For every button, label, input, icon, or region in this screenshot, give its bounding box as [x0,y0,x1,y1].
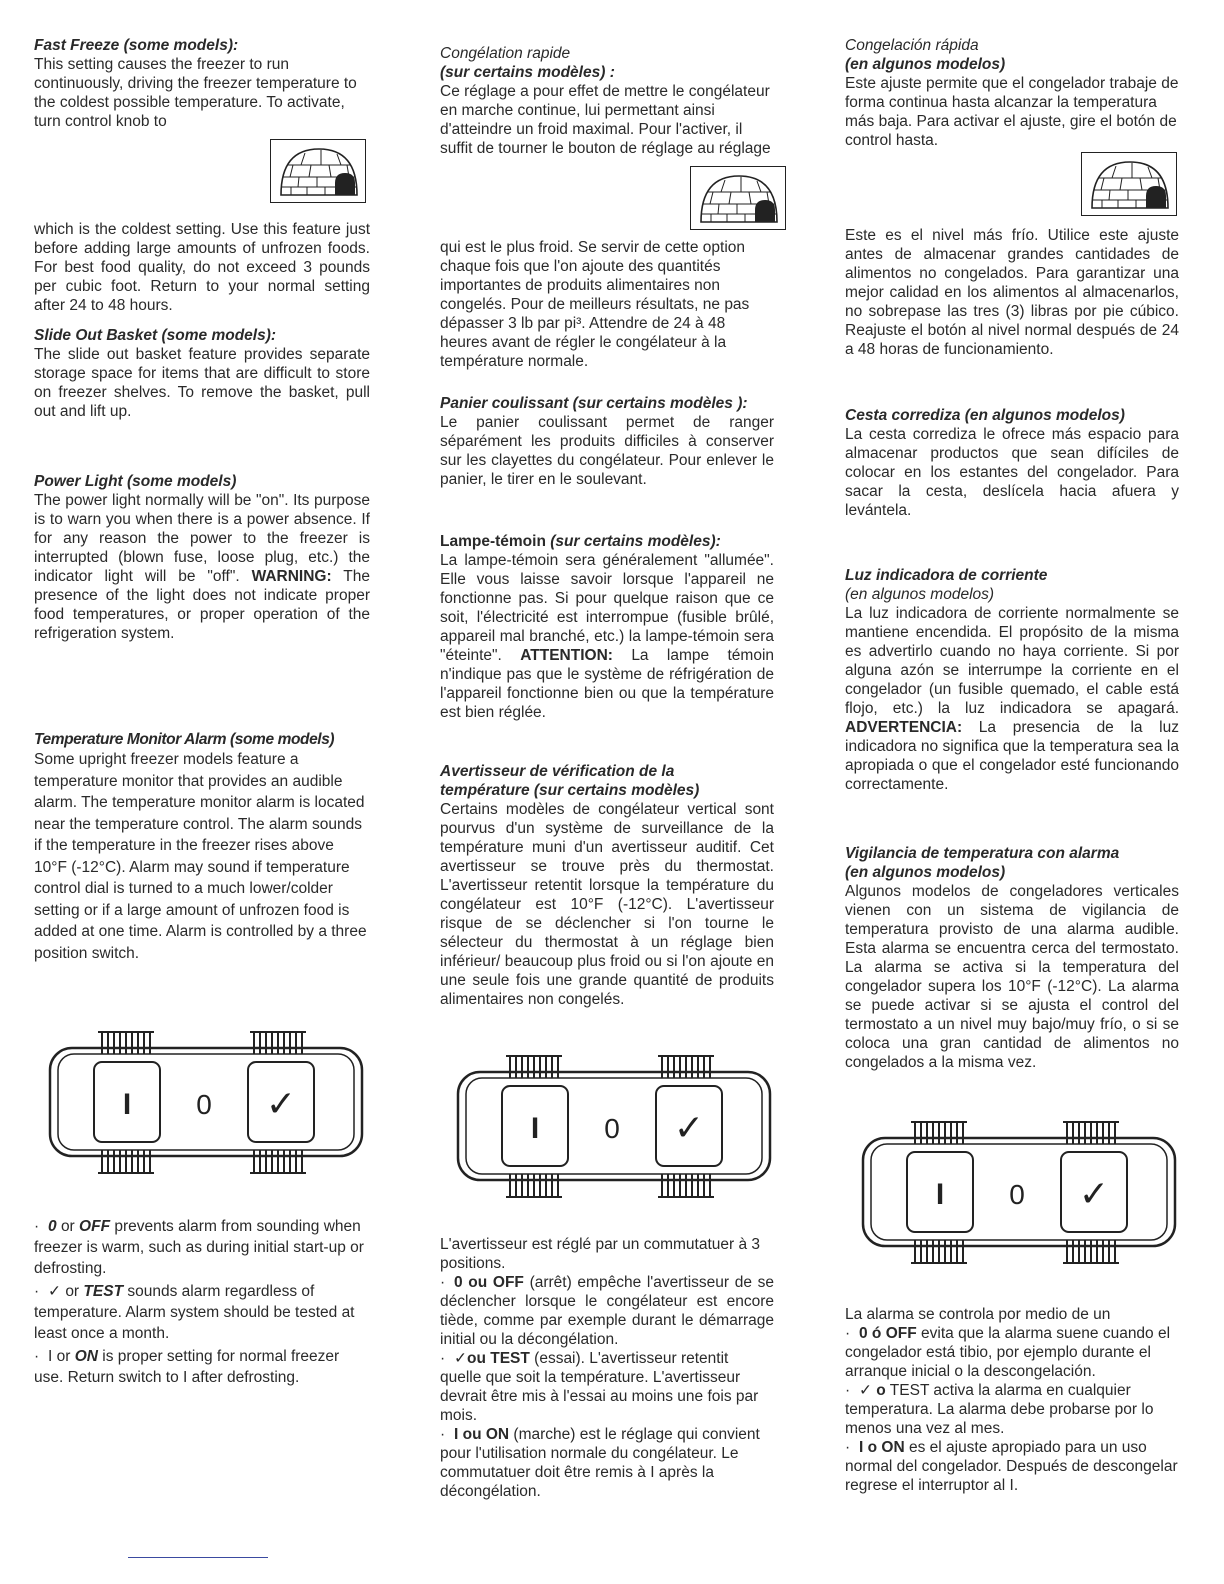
alarm-text: Some upright freezer models feature a temperature monitor that provides an audible alarm. The temperature monitor alarm is located near the temperature control. The alarm sounds if the temperature in the freezer rises above 10°F (-12°C). Alarm may sound if temperature control dial is turned to a much lower/colder setting or if a large amount of unfrozen food is added at one time. Alarm is controlled by a three position switch. [34,751,367,962]
heading-es-power-light-1: Luz indicadora de corriente [845,567,1048,584]
switch-label-off: 0 [196,1089,212,1120]
switch-label-on: I [530,1112,540,1145]
heading-fr-alarm-2: température (sur certains modèles) [440,782,700,799]
section-fr-fast-freeze-cont [440,238,774,371]
es-bullet-off: · 0 ó OFF evita que la alarma suene cuando el congelador está tibio, por ejemplo durante el arranque inicial o la descongelación. [845,1325,1171,1380]
heading-es-basket: Cesta corrediza (en algunos modelos) [845,407,1125,424]
heading-fr-power-light: Lampe-témoin (sur certains modèles): [440,533,721,550]
heading-basket: Slide Out Basket (some models): [34,327,277,344]
basket-text: The slide out basket feature provides separate storage space for items that are difficult to store on freezer shelves. To remove the basket, pull out and lift up. [34,346,370,420]
heading-fr-basket: Panier coulissant (sur certains modèles ): [440,395,748,412]
section-fr-fast-freeze [440,44,774,158]
heading-es-fast-freeze-2: (en algunos modelos) [845,56,1006,73]
fr-basket-text: Le panier coulissant permet de ranger séparément les produits difficiles à conserver sur les clayettes du congélateur. Pour enlever le panier, le tirer en le soulevant. [440,414,774,488]
es-basket-text: La cesta corrediza le ofrece más espacio para almacenar productos que sean difíciles de colocar en los estantes del congelador. Para sacar la cesta, deslícela hacia afuera y levántela. [845,426,1179,519]
es-fast-freeze-text: Este ajuste permite que el congelador trabaje de forma continua hasta alcanzar la temperatura más baja. Para activar el ajuste, gire el botón de control hasta. [845,75,1179,149]
switch-label-off: 0 [604,1113,620,1144]
bullet-on: · I or ON is proper setting for normal freezer use. Return switch to I after defrosting. [34,1348,340,1386]
footer-rule [128,1557,268,1558]
es-switch-intro: La alarma se controla por medio de un [845,1306,1111,1323]
fast-freeze-text: This setting causes the freezer to run continuously, driving the freezer temperature to the coldest possible temperature. To activate, turn control knob to [34,56,357,130]
bullet-test: · ✓ or TEST sounds alarm regardless of temperature. Alarm system should be tested at least once a month. [34,1283,355,1342]
fr-power-light-text: La lampe-témoin sera généralement "allumée". Elle vous laisse savoir lorsque l'appareil ne fonctionne pas. Si pour quelque raison que ce soit, l'électricité est interrompue (fusible brûlé, appareil mal branché, etc.) la lampe-témoin sera "éteinte". ATTENTION: La lampe témoin n'indique pas que le système de réfrigération de l'appareil fonctionne bien ou que la température est bien réglée. [440,552,775,721]
heading-es-alarm-1: Vigilancia de temperatura con alarma [845,845,1120,862]
section-fast-freeze-cont [34,220,370,315]
es-power-light-text: La luz indicadora de corriente normalmente se mantiene encendida. El propósito de la misma es advertirlo cuando no haya corriente. Si por alguna azón se interrumpe la corriente en el congelador (un fusible quemado, el cable está flojo, etc.) la luz indicadora se apagará. ADVERTENCIA: La presencia de la luz indicadora no significa que la temperatura sea la apropiada o que el congelador esté funcionando correctamente. [845,605,1180,793]
heading-es-power-light-2: (en algunos modelos) [845,586,995,603]
fr-bullet-on: · I ou ON (marche) est le réglage qui convient pour l'utilisation normale du congélateur. Le commutatuer doit être remis à I après la décongélation. [440,1426,760,1500]
section-fr-basket [440,394,774,489]
section-es-fast-freeze-cont [845,226,1179,359]
section-es-bullets [845,1305,1179,1495]
igloo-icon [1081,152,1177,216]
section-es-basket [845,406,1179,520]
fr-switch-intro: L'avertisseur est réglé par un commutatuer à 3 positions. [440,1236,761,1272]
switch-label-test: ✓ [265,1084,297,1125]
alarm-switch-diagram [859,1120,1179,1270]
fr-bullet-test: · ✓ou TEST (essai). L'avertisseur retentit quelle que soit la température. L'avertisseur devrait être mis à l'essai au moins une fois par mois. [440,1350,759,1424]
es-fast-freeze-text-2: Este es el nivel más frío. Utilice este ajuste antes de almacenar grandes cantidades de alimentos no congelados. Para garantizar una mejor calidad en los alimentos al almacenarlos, no sobrepase las tres (3) libras por pie cúbico. Reajuste el botón al nivel normal después de 24 a 48 horas de funcionamiento. [845,227,1179,358]
switch-label-off: 0 [1009,1179,1025,1210]
heading-fast-freeze: Fast Freeze (some models): [34,37,239,54]
section-bullets [34,1216,370,1388]
fr-fast-freeze-text: Ce réglage a pour effet de mettre le congélateur en marche continue, lui permettant ainsi d'atteindre un froid maximal. Pour l'activer, il suffit de tourner le bouton de réglage au réglage [440,83,771,157]
switch-label-test: ✓ [1078,1174,1110,1215]
igloo-icon [270,139,366,203]
heading-es-fast-freeze-1: Congelación rápida [845,37,979,54]
es-bullet-on: · I o ON es el ajuste apropiado para un uso normal del congelador. Después de descongelar regrese el interruptor al I. [845,1439,1178,1494]
switch-label-on: I [122,1088,132,1121]
fast-freeze-text-2: which is the coldest setting. Use this feature just before adding large amounts of unfrozen foods. For best food quality, do not exceed 3 pounds per cubic foot. Return to your normal setting after 24 to 48 hours. [34,221,370,314]
fr-bullet-off: · 0 ou OFF (arrêt) empêche l'avertisseur de se déclencher lorsque le congélateur est encore tiède, comme par exemple durant le démarrage initial ou la décongélation. [440,1274,774,1348]
heading-fr-alarm-1: Avertisseur de vérification de la [440,763,675,780]
section-es-alarm [845,844,1179,1072]
igloo-icon [690,166,786,230]
heading-es-alarm-2: (en algunos modelos) [845,864,1006,881]
power-light-text: The power light normally will be "on". Its purpose is to warn you when there is a power absence. If for any reason the power to the freezer is interrupted (blown fuse, loose plug, etc.) the indicator light will be "off". WARNING: The presence of the light does not indicate proper food temperatures, or proper operation of the refrigeration system. [34,492,370,642]
section-alarm [34,730,370,964]
heading-fr-fast-freeze-1: Congélation rapide [440,45,571,62]
bullet-off: · 0 or OFF prevents alarm from sounding when freezer is warm, such as during initial start-up or defrosting. [34,1218,364,1277]
section-es-fast-freeze [845,36,1179,150]
section-fast-freeze [34,36,370,131]
fr-alarm-text: Certains modèles de congélateur vertical sont pourvus d'un système de surveillance de la température muni d'un avertisseur auditif. Cet avertisseur se trouve près du thermostat. L'avertisseur retentit lorsque la température du congélateur est 10°F (-12°C). L'avertisseur risque de se déclencher si l'on tourne le sélecteur du thermostat à un réglage bien inférieur/ beaucoup plus froid ou si l'on ajoute en une seule fois une grande quantité de produits alimentaires non congelés. [440,801,774,1008]
heading-power-light: Power Light (some models) [34,473,237,490]
fr-fast-freeze-text-2: qui est le plus froid. Se servir de cette option chaque fois que l'on ajoute des quantités importantes de produits alimentaires non congelés. Pour de meilleurs résultats, ne pas dépasser 3 lb par pi³. Attendre de 24 à 48 heures avant de régler le congélateur à la température normale. [440,239,750,370]
alarm-switch-diagram [46,1030,366,1180]
heading-alarm: Temperature Monitor Alarm (some models) [34,731,335,748]
section-fr-alarm [440,762,774,1009]
section-power-light [34,472,370,643]
section-fr-bullets [440,1235,774,1501]
es-alarm-text: Algunos modelos de congeladores verticales vienen con un sistema de vigilancia de temperatura provisto de una alarma audible. Esta alarma se encuentra cerca del termostato. La alarma se activa si la temperatura del congelador supera los 10°F (-12°C). La alarma se puede activar si se ajusta el control del termostato a un nivel muy bajo/muy frío, o si se coloca una gran cantidad de alimentos no congelados a la misma vez. [845,883,1179,1071]
heading-fr-fast-freeze-2: (sur certains modèles) : [440,64,615,81]
alarm-switch-diagram [454,1054,774,1204]
es-bullet-test: · ✓ o TEST activa la alarma en cualquier temperatura. La alarma debe probarse por lo menos una vez al mes. [845,1382,1154,1437]
section-es-power-light [845,566,1179,794]
switch-label-on: I [935,1178,945,1211]
section-basket [34,326,370,421]
switch-label-test: ✓ [673,1108,705,1149]
section-fr-power-light [440,532,774,722]
